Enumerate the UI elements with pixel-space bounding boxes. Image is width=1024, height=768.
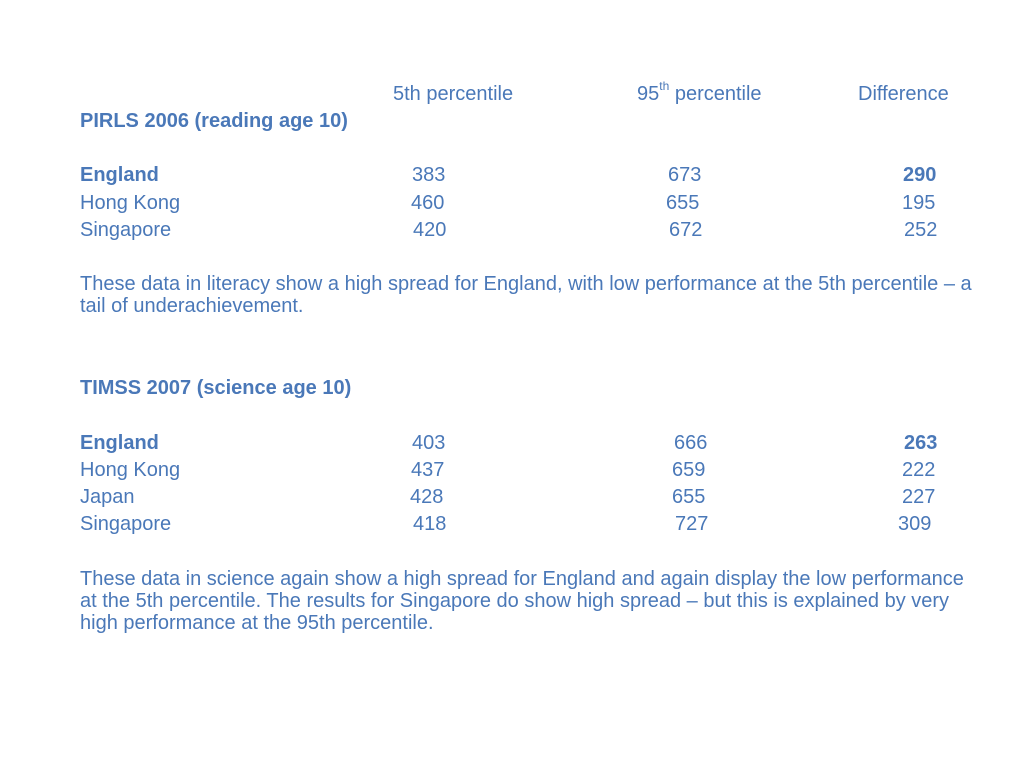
pirls-hong-kong-p95: 655 — [666, 192, 700, 214]
pirls-country-england: England — [80, 164, 159, 186]
timss-singapore-diff: 309 — [898, 513, 932, 535]
header-95th-number: 95 — [637, 83, 660, 105]
pirls-country-singapore: Singapore — [80, 219, 172, 241]
pirls-england-diff: 290 — [903, 164, 937, 186]
timss-japan-p95: 655 — [672, 486, 706, 508]
timss-singapore-p5: 418 — [413, 513, 447, 535]
pirls-singapore-p5: 420 — [413, 219, 447, 241]
pirls-singapore-p95: 672 — [669, 219, 703, 241]
pirls-country-hong-kong: Hong Kong — [80, 192, 181, 214]
timss-england-p5: 403 — [412, 432, 446, 454]
timss-country-japan: Japan — [80, 486, 135, 508]
timss-country-hong-kong: Hong Kong — [80, 459, 181, 481]
header-difference: Difference — [858, 83, 949, 105]
pirls-hong-kong-p5: 460 — [411, 192, 445, 214]
timss-england-diff: 263 — [904, 432, 938, 454]
timss-title: TIMSS 2007 (science age 10) — [80, 377, 352, 399]
header-95th-label: percentile — [669, 83, 762, 105]
timss-country-england: England — [80, 432, 159, 454]
timss-england-p95: 666 — [674, 432, 708, 454]
timss-note: These data in science again show a high spread for England and again display the low performance at the 5th percentile. The results for Singapore do show high spread – but this is explained by very high performance at the 95th percentile. — [80, 568, 964, 634]
pirls-england-p95: 673 — [668, 164, 702, 186]
timss-hong-kong-p95: 659 — [672, 459, 706, 481]
pirls-title: PIRLS 2006 (reading age 10) — [80, 110, 348, 132]
pirls-england-p5: 383 — [412, 164, 446, 186]
timss-country-singapore: Singapore — [80, 513, 172, 535]
header-95th-percentile — [637, 79, 762, 105]
timss-hong-kong-p5: 437 — [411, 459, 445, 481]
pirls-singapore-diff: 252 — [904, 219, 938, 241]
timss-hong-kong-diff: 222 — [902, 459, 936, 481]
header-5th-percentile: 5th percentile — [393, 83, 514, 105]
timss-singapore-p95: 727 — [675, 513, 709, 535]
pirls-hong-kong-diff: 195 — [902, 192, 936, 214]
timss-japan-diff: 227 — [902, 486, 936, 508]
pirls-note: These data in literacy show a high spread for England, with low performance at the 5th percentile – a tail of underachievement. — [80, 273, 972, 317]
header-95th-superscript: th — [659, 79, 670, 94]
timss-japan-p5: 428 — [410, 486, 444, 508]
